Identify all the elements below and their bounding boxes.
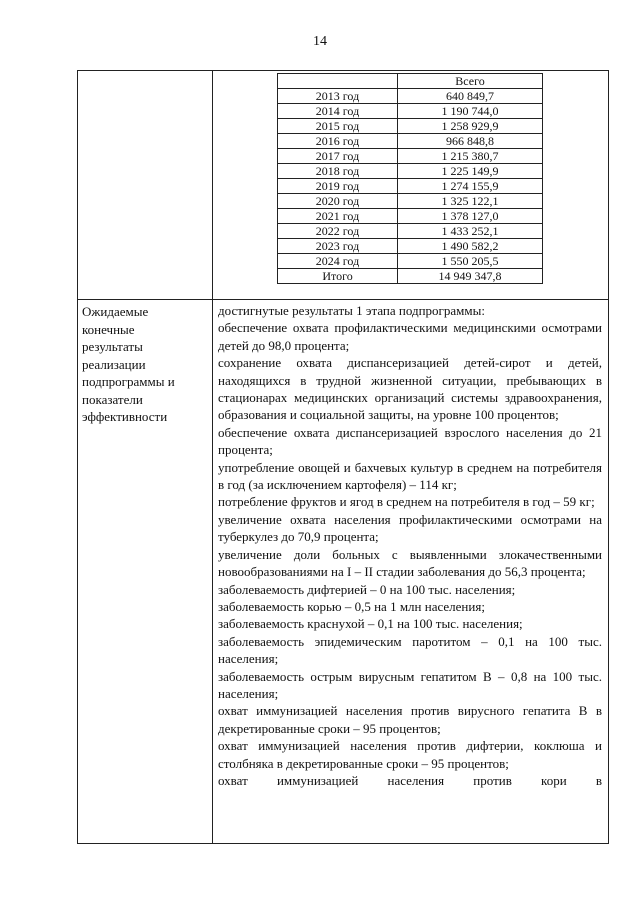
- funding-table-corner-cell: [278, 74, 398, 89]
- funding-table-row: [278, 224, 543, 239]
- expected-results-text: [218, 302, 602, 789]
- result-paragraph: охват иммунизацией населения против вирусного гепатита В в декретированные сроки – 95 процентов;: [218, 703, 602, 736]
- funding-table-row: [278, 269, 543, 284]
- funding-table-row: [278, 194, 543, 209]
- program-passport-table: [77, 70, 609, 844]
- label-line: эффективности: [82, 409, 168, 424]
- funding-value-cell: 1 433 252,1: [398, 224, 543, 239]
- result-paragraph: увеличение охвата населения профилактическими осмотрами на туберкулез до 70,9 процента;: [218, 511, 602, 545]
- funding-table-row: [278, 179, 543, 194]
- column-divider: [212, 71, 213, 843]
- result-paragraph: обеспечение охвата диспансеризацией взрослого населения до 21 процента;: [218, 424, 602, 458]
- funding-value-cell: 1 215 380,7: [398, 149, 543, 164]
- funding-table-row: [278, 209, 543, 224]
- expected-results-label: [82, 303, 210, 426]
- funding-year-cell: 2015 год: [278, 119, 398, 134]
- result-paragraph: заболеваемость корью – 0,5 на 1 млн населения;: [218, 598, 485, 614]
- funding-table-header-row: [278, 74, 543, 89]
- result-paragraph: заболеваемость дифтерией – 0 на 100 тыс. населения;: [218, 581, 516, 597]
- funding-value-cell: 1 274 155,9: [398, 179, 543, 194]
- funding-value-cell: 1 258 929,9: [398, 119, 543, 134]
- funding-value-cell: 1 325 122,1: [398, 194, 543, 209]
- funding-year-cell: 2013 год: [278, 89, 398, 104]
- result-paragraph: обеспечение охвата профилактическими медицинскими осмотрами детей до 98,0 процента;: [218, 320, 602, 353]
- funding-value-cell: 1 490 582,2: [398, 239, 543, 254]
- result-paragraph: сохранение охвата диспансеризацией детей-сирот и детей, находящихся в трудной жизненной ситуации, пребывающих в стационарах медицинских организаций системы здравоохранения, образования и социальной защиты, на уровне 100 процентов;: [218, 355, 602, 423]
- funding-table-row: [278, 149, 543, 164]
- funding-table-row: [278, 104, 543, 119]
- funding-year-cell: 2024 год: [278, 254, 398, 269]
- funding-value-cell: 1 378 127,0: [398, 209, 543, 224]
- result-paragraph: охват иммунизацией населения против дифтерии, коклюша и столбняка в декретированные сроки – 95 процентов;: [218, 738, 602, 771]
- funding-year-cell: 2018 год: [278, 164, 398, 179]
- funding-table-row: [278, 119, 543, 134]
- row-divider: [78, 299, 608, 300]
- funding-value-cell: 14 949 347,8: [398, 269, 543, 284]
- funding-year-cell: 2022 год: [278, 224, 398, 239]
- result-paragraph: употребление овощей и бахчевых культур в среднем на потребителя в год (за исключением картофеля) – 114 кг;: [218, 459, 602, 493]
- funding-year-cell: 2017 год: [278, 149, 398, 164]
- funding-year-cell: 2020 год: [278, 194, 398, 209]
- label-line: показатели: [82, 391, 143, 407]
- funding-table-row: [278, 254, 543, 269]
- result-paragraph: охват иммунизацией населения против кори в: [218, 772, 602, 788]
- label-line: Ожидаемые: [82, 304, 149, 319]
- result-paragraph: достигнутые результаты 1 этапа подпрограммы:: [218, 303, 485, 318]
- funding-table-row: [278, 134, 543, 149]
- label-line: подпрограммы и: [82, 374, 175, 389]
- result-paragraph: заболеваемость эпидемическим паротитом – 0,1 на 100 тыс. населения;: [218, 633, 602, 667]
- funding-year-cell: 2023 год: [278, 239, 398, 254]
- result-paragraph: заболеваемость острым вирусным гепатитом В – 0,8 на 100 тыс. населения;: [218, 668, 602, 701]
- page-number: 14: [313, 34, 327, 49]
- funding-year-cell: 2019 год: [278, 179, 398, 194]
- funding-value-cell: 640 849,7: [398, 89, 543, 104]
- funding-value-cell: 1 190 744,0: [398, 104, 543, 119]
- label-line: результаты: [82, 339, 143, 354]
- result-paragraph: потребление фруктов и ягод в среднем на потребителя в год – 59 кг;: [218, 494, 595, 510]
- funding-value-cell: 966 848,8: [398, 134, 543, 149]
- label-line: конечные: [82, 321, 135, 337]
- funding-year-cell: Итого: [278, 269, 398, 284]
- funding-table-row: [278, 89, 543, 104]
- funding-table-row: [278, 239, 543, 254]
- funding-table: [277, 73, 543, 284]
- result-paragraph: увеличение доли больных с выявленными злокачественными новообразованиями на I – II стадии заболевания до 56,3 процента;: [218, 546, 602, 580]
- funding-value-cell: 1 225 149,9: [398, 164, 543, 179]
- funding-year-cell: 2021 год: [278, 209, 398, 224]
- funding-value-cell: 1 550 205,5: [398, 254, 543, 269]
- funding-year-cell: 2014 год: [278, 104, 398, 119]
- result-paragraph: заболеваемость краснухой – 0,1 на 100 тыс. населения;: [218, 616, 523, 632]
- label-line: реализации: [82, 356, 146, 372]
- funding-table-row: [278, 164, 543, 179]
- funding-year-cell: 2016 год: [278, 134, 398, 149]
- funding-table-header: Всего: [398, 74, 543, 89]
